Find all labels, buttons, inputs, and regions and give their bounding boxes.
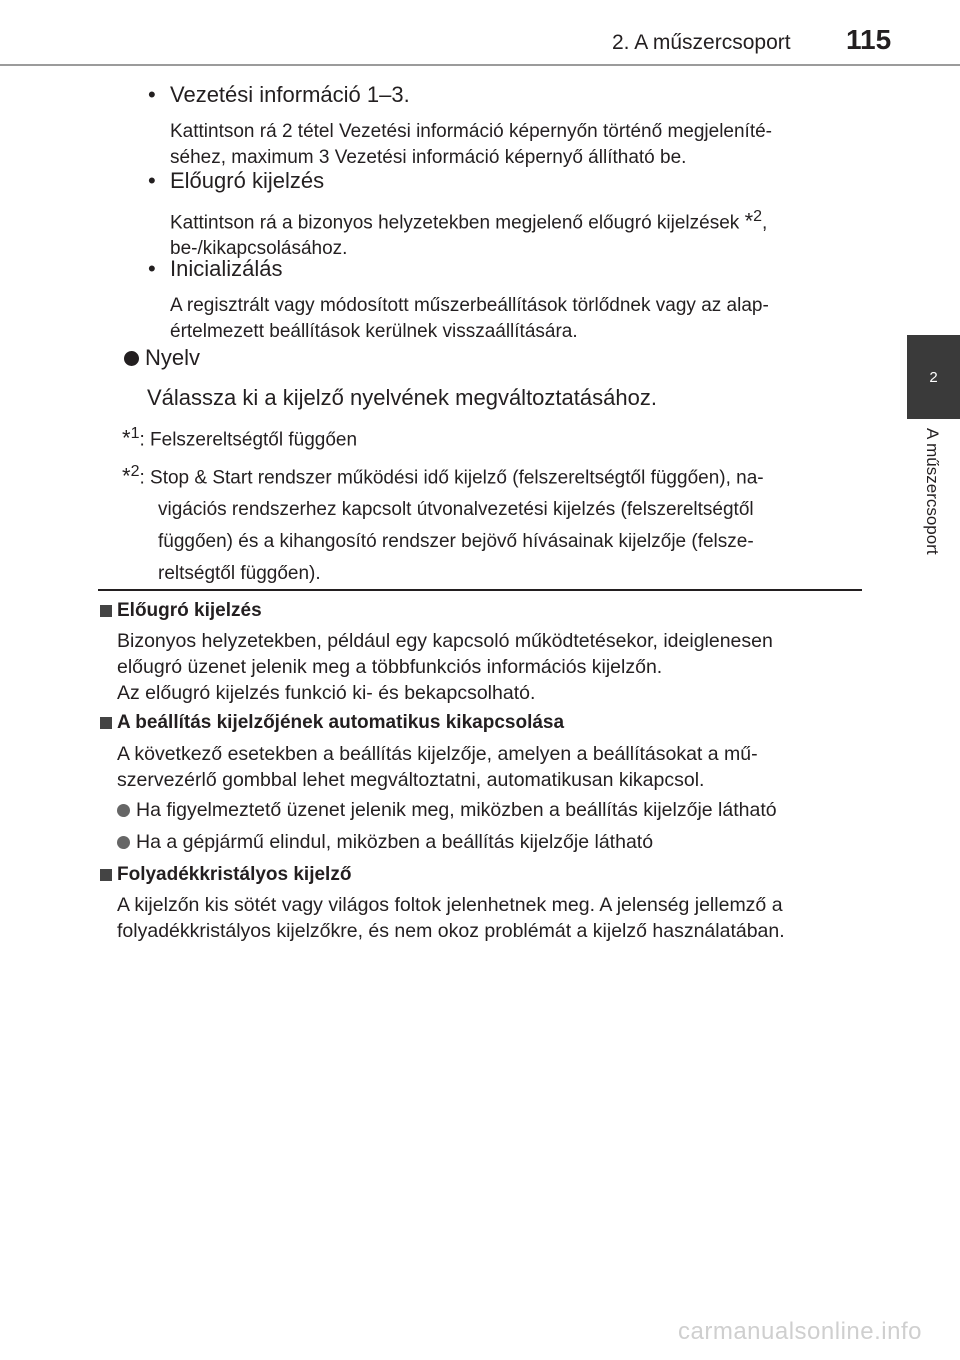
bullet-circle-icon (117, 836, 130, 849)
footnote-1 (122, 418, 357, 456)
desc-line-text: Kattintson rá a bizonyos helyzetekben megjelenő előugró kijelzések (170, 212, 740, 234)
side-tab-label (911, 428, 953, 598)
side-tab-label-text: A műszercsoport (923, 428, 942, 555)
footnote-line: függően) és a kihangosító rendszer bejövő hívásainak kijelzője (felsze- (158, 531, 754, 553)
body-line: folyadékkristályos kijelzőkre, és nem okoz problémát a kijelző használatában. (117, 920, 785, 942)
desc-line: séhez, maximum 3 Vezetési információ képernyő állítható be. (170, 147, 687, 168)
desc-line: A regisztrált vagy módosított műszerbeállítások törlődnek vagy az alap- (170, 295, 769, 316)
page-number: 115 (846, 24, 892, 55)
section-body (117, 892, 857, 944)
desc-line: Kattintson rá a bizonyos helyzetekben megjelenő előugró kijelzések *$^2$, (170, 208, 768, 234)
body-line: előugró üzenet jelenik meg a többfunkciós információs kijelzőn. (117, 656, 663, 678)
section-square-icon (100, 605, 112, 617)
body-line: szervezérlő gombbal lehet megváltoztatni, automatikusan kikapcsol. (117, 769, 705, 791)
body-line: Az előugró kijelzés funkció ki- és bekapcsolható. (117, 682, 536, 704)
bullet-text: Ha a gépjármű elindul, miközben a beállítás kijelzője látható (136, 831, 654, 853)
body-line: A kijelzőn kis sötét vagy világos foltok jelenhetnek meg. A jelenség jellemző a (117, 894, 783, 916)
chapter-title: 2. A műszercsoport (612, 31, 791, 54)
footnote-ref: * (744, 208, 754, 234)
footnote-num: 1 (130, 425, 140, 442)
item-description (170, 293, 860, 345)
language-description: Válassza ki a kijelző nyelvének megváltoztatásához. (147, 385, 657, 410)
section-body (117, 741, 857, 793)
section-separator (98, 589, 862, 591)
body-line: Bizonyos helyzetekben, például egy kapcsoló működtetésekor, ideiglenesen (117, 630, 773, 652)
bullet-circle-icon (124, 351, 139, 366)
footnote-line: vigációs rendszerhez kapcsolt útvonalvezetési kijelzés (felszereltségtől (158, 499, 754, 521)
bullet-circle-icon (117, 804, 130, 817)
watermark: carmanualsonline.info (678, 1318, 922, 1345)
item-description (170, 119, 860, 171)
section-body (117, 628, 857, 706)
footnote-line (122, 456, 856, 494)
desc-line: értelmezett beállítások kerülnek visszaállítására. (170, 321, 578, 342)
language-title: Nyelv (145, 345, 201, 370)
item-title: Előugró kijelzés (170, 168, 325, 193)
footnote-mark: * (122, 425, 131, 451)
footnote-2 (122, 456, 856, 590)
footnote-text: : Stop & Start rendszer működési idő kijelző (felszereltségtől függően), na- (139, 467, 764, 489)
bullet-text: Ha figyelmeztető üzenet jelenik meg, miközben a beállítás kijelzője látható (136, 799, 777, 821)
section-heading: A beállítás kijelzőjének automatikus kikapcsolása (117, 712, 565, 733)
section-square-icon (100, 717, 112, 729)
desc-line: Kattintson rá 2 tétel Vezetési információ képernyőn történő megjeleníté- (170, 121, 773, 142)
section-square-icon (100, 869, 112, 881)
footnote-mark: * (122, 463, 131, 489)
bullet-dot: • (148, 256, 156, 281)
footnote-ref-num: 2 (753, 208, 763, 225)
item-title: Inicializálás (170, 256, 283, 281)
footnote-line: reltségtől függően). (158, 563, 321, 585)
section-heading: Előugró kijelzés (117, 600, 262, 621)
desc-line: be-/kikapcsolásához. (170, 238, 348, 260)
footnote-num: 2 (130, 463, 140, 480)
bullet-dot: • (148, 168, 156, 193)
bullet-dot: • (148, 82, 156, 107)
body-line: A következő esetekben a beállítás kijelzője, amelyen a beállításokat a mű- (117, 743, 758, 765)
header-rule (0, 64, 960, 66)
side-tab-number: 2 (907, 335, 960, 419)
footnote-text: : Felszereltségtől függően (139, 429, 358, 451)
item-description (170, 204, 860, 262)
section-heading: Folyadékkristályos kijelző (117, 864, 352, 885)
item-title: Vezetési információ 1–3. (170, 82, 410, 107)
